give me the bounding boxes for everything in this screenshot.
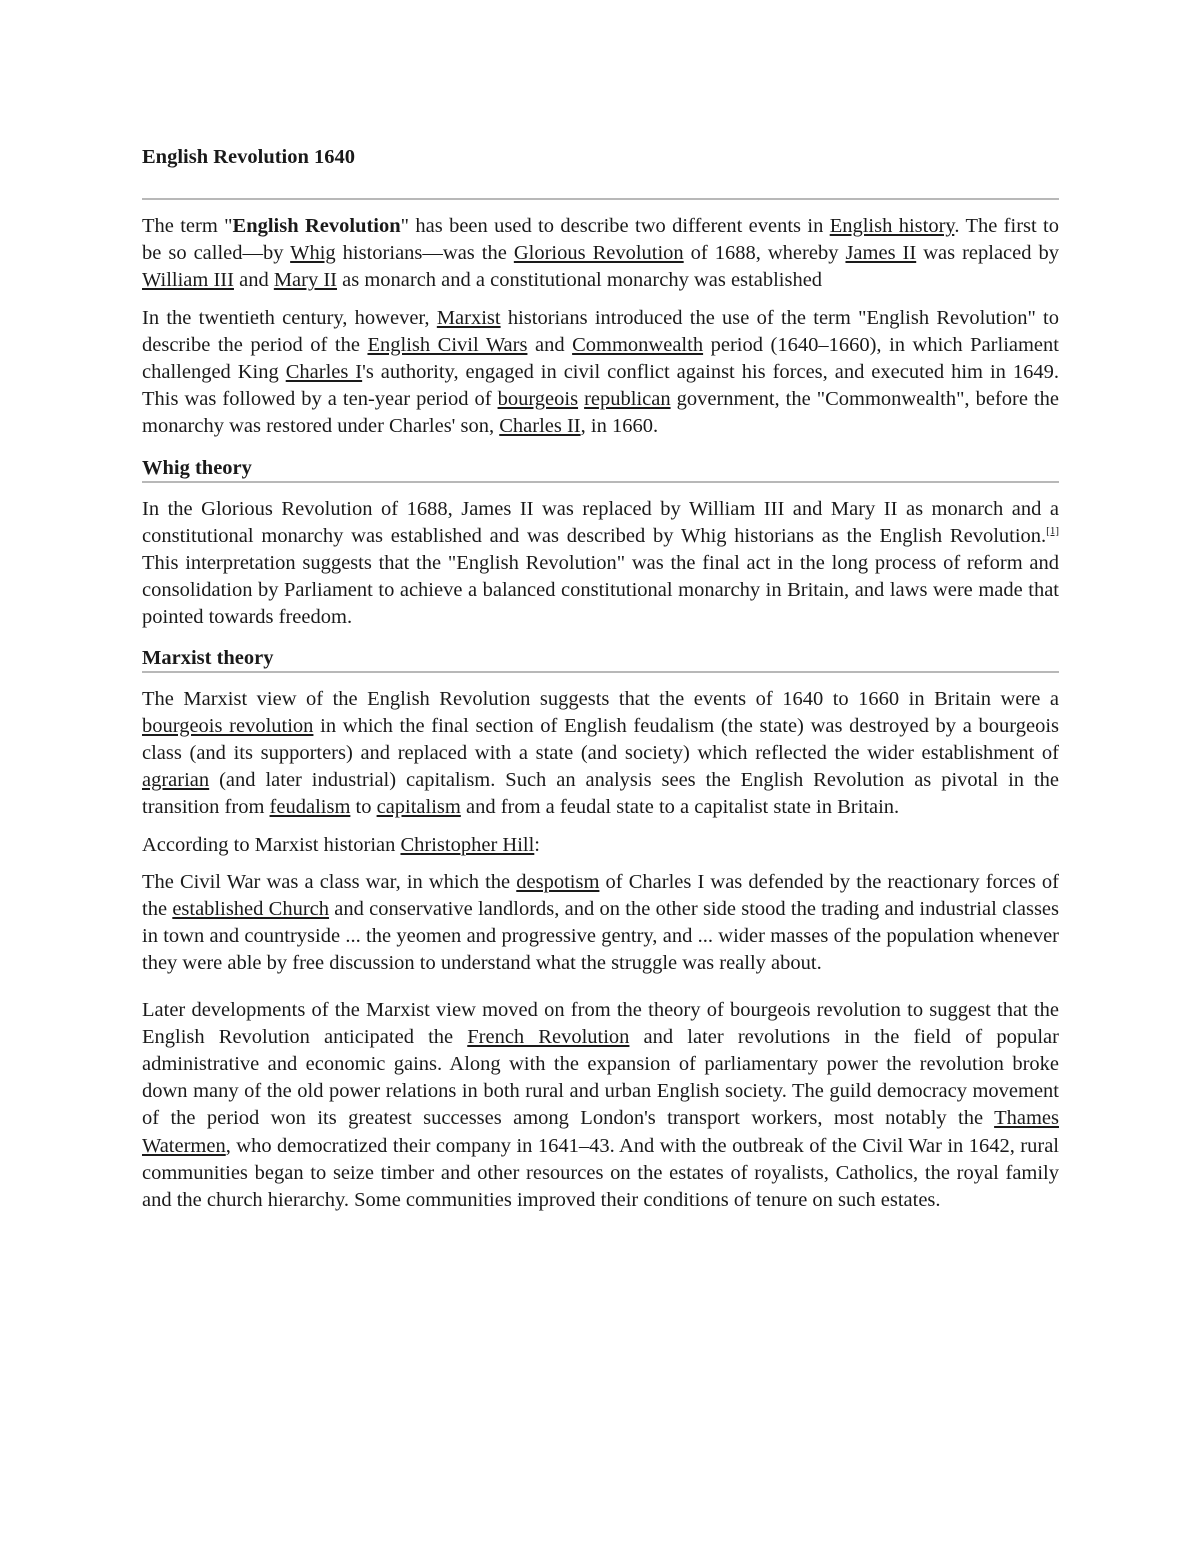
link-william-iii[interactable]: William III [142,269,234,292]
link-republican[interactable]: republican [584,388,671,411]
bold-term: English Revolution [232,215,401,237]
link-bourgeois-revolution[interactable]: bourgeois revolution [142,714,314,737]
link-charles-ii[interactable]: Charles II [499,415,581,438]
link-commonwealth[interactable]: Commonwealth [572,333,704,356]
link-agrarian[interactable]: agrarian [142,769,210,792]
link-charles-i[interactable]: Charles I [285,361,363,384]
link-whig[interactable]: Whig [290,242,336,265]
marxist-paragraph-2: According to Marxist historian Christopher Hill: [142,833,540,856]
link-english-history[interactable]: English history [829,215,955,237]
link-christopher-hill[interactable]: Christopher Hill [400,833,535,856]
link-capitalism[interactable]: capitalism [376,796,461,819]
document-page [142,140,1059,1224]
link-thames-watermen[interactable]: Thames Watermen [142,1107,1059,1157]
link-mary-ii[interactable]: Mary II [273,269,338,292]
link-glorious-revolution[interactable]: Glorious Revolution [513,242,684,265]
link-feudalism[interactable]: feudalism [269,796,351,819]
page-title: English Revolution 1640 [142,146,356,168]
whig-paragraph: In the Glorious Revolution of 1688, James II was replaced by William III and Mary II as monarch and a constitutional monarchy was established and was described by Whig historians as the English Revolution.[1] This interpretation suggests that the "English Revolution" was the final act in the long process of reform and consolidation by Parliament to achieve a balanced constitutional monarchy in Britain, and laws were made that pointed towards freedom. [142,497,1059,629]
marxist-paragraph-1: The Marxist view of the English Revolution suggests that the events of 1640 to 1660 in Britain were a bourgeois revolution in which the final section of English feudalism (the state) was destroyed by a bourgeois class (and its supporters) and replaced with a state (and society) which reflected the wider establishment of agrarian (and later industrial) capitalism. Such an analysis sees the English Revolution as pivotal in the transition from feudalism to capitalism and from a feudal state to a capitalist state in Britain. [142,687,1059,819]
section-heading-whig: Whig theory [142,456,1059,483]
intro-paragraph-2: In the twentieth century, however, Marxist historians introduced the use of the term "English Revolution" to describe the period of the English Civil Wars and Commonwealth period (1640–1660), in which Parliament challenged King Charles I's authority, engaged in civil conflict against his forces, and executed him in 1649. This was followed by a ten-year period of bourgeois republican government, the "Commonwealth", before the monarchy was restored under Charles' son, Charles II, in 1660. [142,306,1060,438]
footnote-ref-1[interactable]: [1] [1046,525,1059,537]
link-established-church[interactable]: established Church [172,898,330,921]
link-despotism[interactable]: despotism [516,870,600,893]
link-james-ii[interactable]: James II [845,242,917,265]
link-marxist[interactable]: Marxist [436,306,501,329]
hill-quote: The Civil War was a class war, in which the despotism of Charles I was defended by the reactionary forces of the established Church and conservative landlords, and on the other side stood the trading and industrial classes in town and countryside ... the yeomen and progressive gentry, and ... wider masses of the population whenever they were able by free discussion to understand what the struggle was really about. [142,870,1060,975]
section-heading-marxist: Marxist theory [142,646,1059,673]
marxist-paragraph-3: Later developments of the Marxist view moved on from the theory of bourgeois revolution to suggest that the English Revolution anticipated the French Revolution and later revolutions in the field of popular administrative and economic gains. Along with the expansion of parliamentary power the revolution broke down many of the old power relations in both rural and urban English society. The guild democracy movement of the period won its greatest successes among London's transport workers, most notably the Thames Watermen, who democratized their company in 1641–43. And with the outbreak of the Civil War in 1642, rural communities began to seize timber and other resources on the estates of royalists, Catholics, the royal family and the church hierarchy. Some communities improved their conditions of tenure on such estates. [142,998,1059,1212]
link-french-revolution[interactable]: French Revolution [467,1025,630,1048]
link-bourgeois[interactable]: bourgeois [497,388,579,411]
title-divider [142,198,1059,200]
intro-paragraph-1: The term "English Revolution" has been used to describe two different events in English history. The first to be so called—by Whig historians—was the Glorious Revolution of 1688, whereby James II was replaced by William III and Mary II as monarch and a constitutional monarchy was established [142,215,1059,292]
link-english-civil-wars[interactable]: English Civil Wars [367,333,528,356]
